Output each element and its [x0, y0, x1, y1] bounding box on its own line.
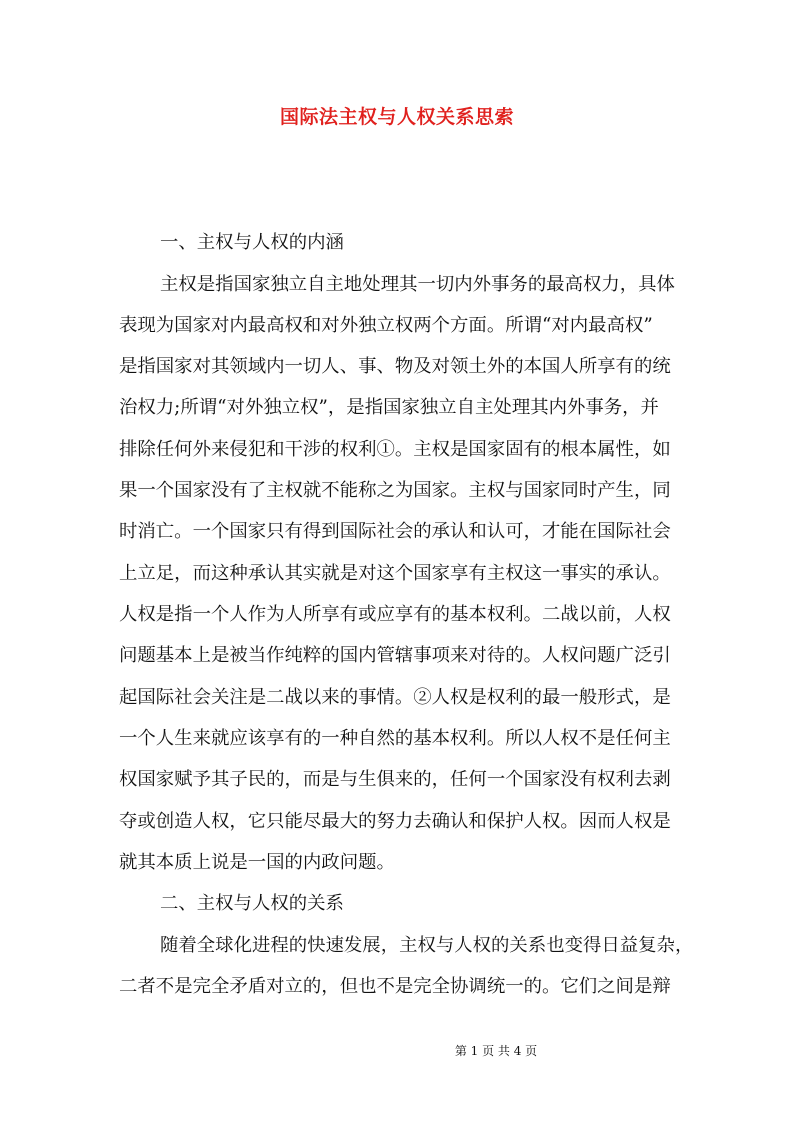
paragraph-line: 排除任何外来侵犯和干涉的权利①。主权是国家固有的根本属性，如 [119, 439, 671, 460]
paragraph-line: 果一个国家没有了主权就不能称之为国家。主权与国家同时产生，同 [119, 480, 671, 501]
paragraph-line: 上立足，而这种承认其实就是对这个国家享有主权这一事实的承认。 [119, 563, 671, 584]
paragraph-line: 主权是指国家独立自主地处理其一切内外事务的最高权力，具体 [160, 274, 675, 295]
page-number: 第 1 页 共 4 页 [454, 1044, 538, 1058]
page-footer [0, 1042, 794, 1059]
paragraph-line: 权国家赋予其子民的，而是与生俱来的，任何一个国家没有权利去剥 [119, 769, 671, 790]
section-heading-1: 一、主权与人权的内涵 [160, 232, 344, 253]
section-heading-2: 二、主权与人权的关系 [160, 893, 344, 914]
paragraph-line: 二者不是完全矛盾对立的，但也不是完全协调统一的。它们之间是辩 [119, 976, 671, 997]
paragraph-line: 起国际社会关注是二战以来的事情。②人权是权利的最一般形式，是 [119, 687, 671, 708]
paragraph-line: 问题基本上是被当作纯粹的国内管辖事项来对待的。人权问题广泛引 [119, 645, 671, 666]
paragraph-line: 随着全球化进程的快速发展，主权与人权的关系也变得日益复杂， [160, 935, 694, 956]
paragraph-line: 是指国家对其领域内一切人、事、物及对领土外的本国人所享有的统 [119, 356, 671, 377]
paragraph-line: 一个人生来就应该享有的一种自然的基本权利。所以人权不是任何主 [119, 728, 671, 749]
paragraph-line: 人权是指一个人作为人所享有或应享有的基本权利。二战以前，人权 [119, 604, 671, 625]
paragraph-line: 治权力;所谓“对外独立权”，是指国家独立自主处理其内外事务，并 [119, 397, 659, 418]
paragraph-line: 表现为国家对内最高权和对外独立权两个方面。所谓“对内最高权” [119, 315, 653, 336]
paragraph-line: 夺或创造人权，它只能尽最大的努力去确认和保护人权。因而人权是 [119, 811, 671, 832]
document-title: 国际法主权与人权关系思索 [279, 106, 514, 128]
paragraph-line: 就其本质上说是一国的内政问题。 [119, 852, 395, 873]
paragraph-line: 时消亡。一个国家只有得到国际社会的承认和认可，才能在国际社会 [119, 521, 671, 542]
